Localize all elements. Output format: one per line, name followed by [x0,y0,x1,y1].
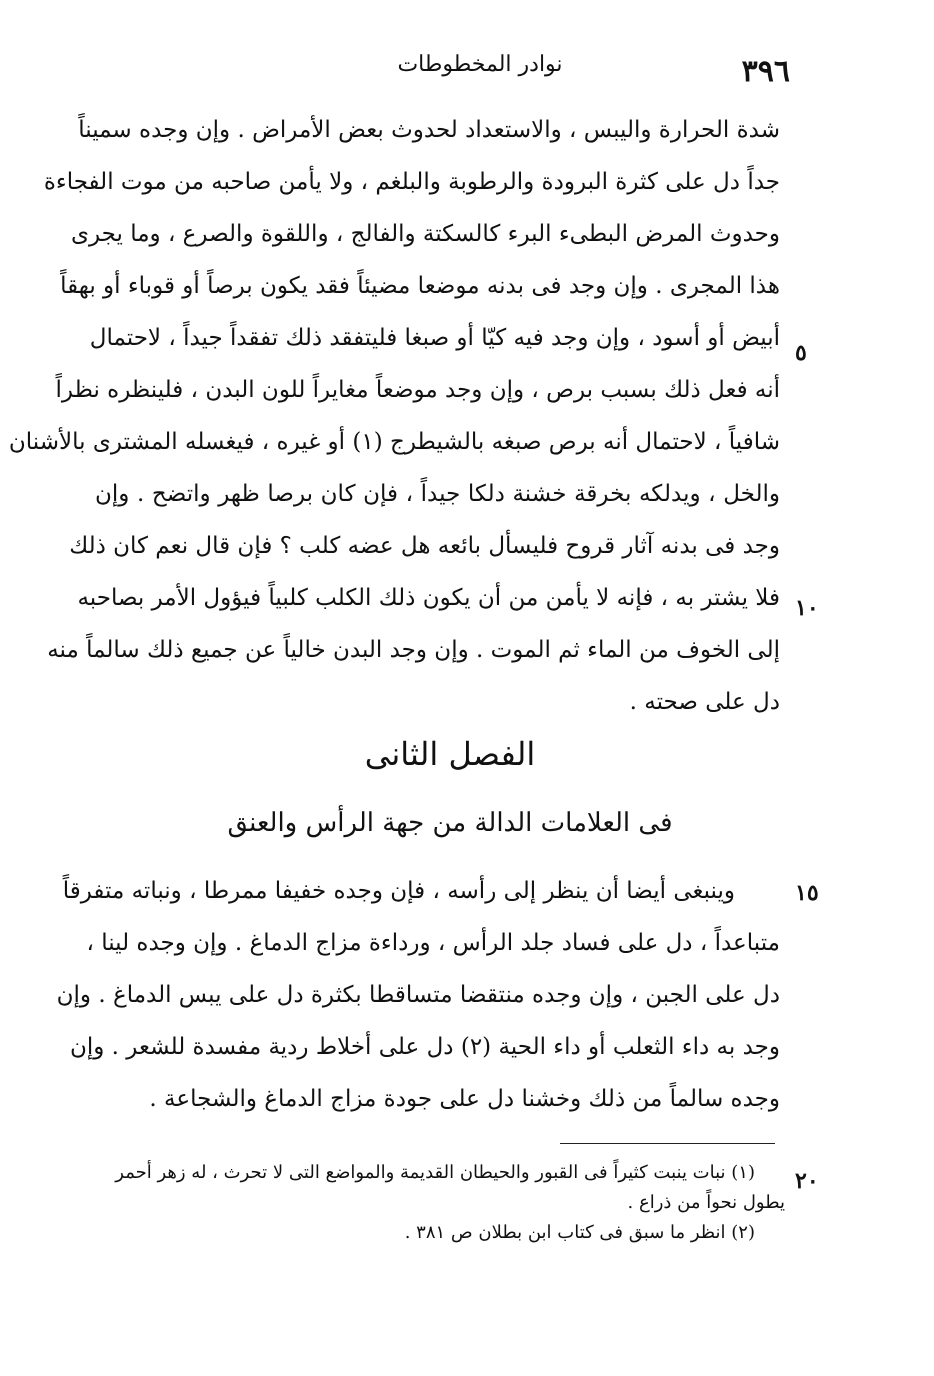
text-line: إلى الخوف من الماء ثم الموت . وإن وجد البدن خالياً عن جميع ذلك سالماً منه [47,637,780,663]
text-line: وجد فى بدنه آثار قروح فليسأل بائعه هل عضه كلب ؟ فإن قال نعم كان ذلك [69,533,780,559]
footnote-divider [560,1143,775,1144]
text-line: متباعداً ، دل على فساد جلد الرأس ، ورداءة مزاج الدماغ . وإن وجده لينا ، [86,930,780,956]
text-line: هذا المجرى . وإن وجد فى بدنه موضعا مضيئاً فقد يكون برصاً أو قوباء أو بهقاً [60,273,780,299]
text-line: وينبغى أيضا أن ينظر إلى رأسه ، فإن وجده خفيفا ممرطا ، ونباته متفرقاً [62,878,735,904]
page-header [90,50,790,90]
running-title: نوادر المخطوطات [397,52,563,77]
line-number-10: ١٠ [795,595,819,621]
chapter-title: الفصل الثانى [364,735,536,773]
text-line: أبيض أو أسود ، وإن وجد فيه كيّا أو صبغا فليتفقد ذلك تفقداً جيداً ، لاحتمال [89,325,780,351]
text-line: وجده سالماً من ذلك وخشنا دل على جودة مزاج الدماغ والشجاعة . [149,1086,780,1112]
footnotes [95,1158,785,1248]
text-line: شدة الحرارة واليبس ، والاستعداد لحدوث بعض الأمراض . وإن وجده سميناً [78,117,780,143]
text-line: جداً دل على كثرة البرودة والرطوبة والبلغم ، ولا يأمن صاحبه من موت الفجاءة [43,169,780,195]
section-subtitle: فى العلامات الدالة من جهة الرأس والعنق [227,808,673,838]
footnote-1-continuation: يطول نحواً من ذراع . [627,1192,785,1213]
footnote-1: (١) نبات ينبت كثيراً فى القبور والحيطان القديمة والمواضع التى لا تحرث ، له زهر أحمر [115,1162,755,1183]
text-line: أنه فعل ذلك بسبب برص ، وإن وجد موضعاً مغايراً للون البدن ، فلينظره نظراً [55,377,780,403]
line-number-15: ١٥ [795,880,819,906]
text-line: والخل ، ويدلكه بخرقة خشنة دلكا جيداً ، فإن كان برصا ظهر واتضح . وإن [95,481,780,507]
footnote-2: (٢) انظر ما سبق فى كتاب ابن بطلان ص ٣٨١ . [404,1222,755,1243]
text-line: دل على صحته . [629,689,780,715]
line-number-5: ٥ [795,340,807,366]
line-number-20: ٢٠ [795,1168,819,1194]
text-line: فلا يشتر به ، فإنه لا يأمن من أن يكون ذلك الكلب كلبياً فيؤول الأمر بصاحبه [77,585,780,611]
paragraph-1 [8,104,780,728]
paragraph-2 [56,865,780,1125]
page-number: ٣٩٦ [741,54,790,89]
text-line: وحدوث المرض البطىء البرء كالسكتة والفالج ، واللقوة والصرع ، وما يجرى [70,221,780,247]
text-line: شافياً ، لاحتمال أنه برص صبغه بالشيطرج (١) أو غيره ، فيغسله المشترى بالأشنان [8,429,780,455]
text-line: وجد به داء الثعلب أو داء الحية (٢) دل على أخلاط ردية مفسدة للشعر . وإن [69,1034,780,1060]
text-line: دل على الجبن ، وإن وجده منتقضا متساقطا بكثرة دل على يبس الدماغ . وإن [56,982,780,1008]
